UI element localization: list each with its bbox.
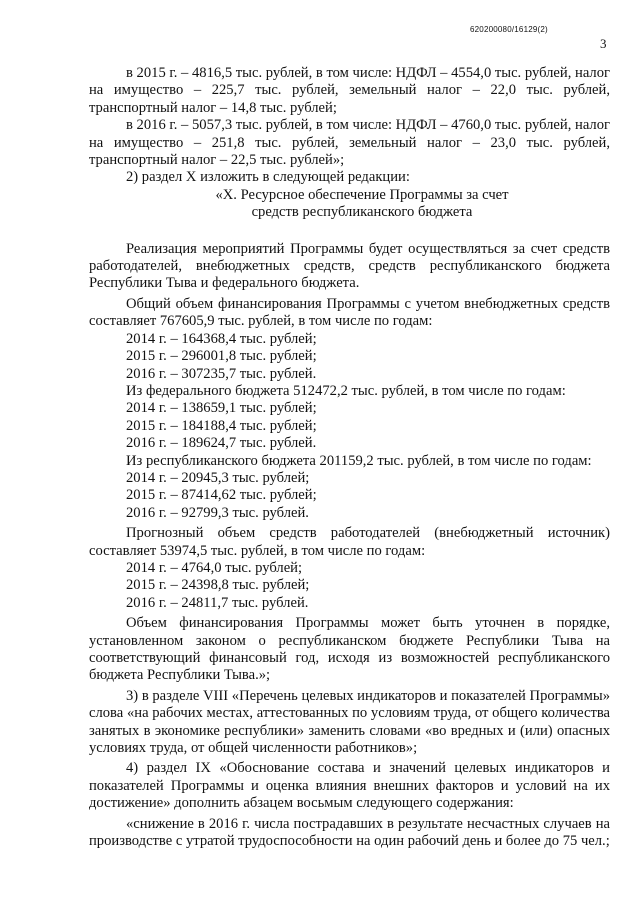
federal-year-2014: 2014 г. – 138659,1 тыс. рублей;: [126, 400, 317, 417]
paragraph-2016-taxes: в 2016 г. – 5057,3 тыс. рублей, в том числе: НДФЛ – 4760,0 тыс. рублей, налог на имущество – 251,8 тыс. рублей, земельный налог – 23,0 тыс. рублей, транспортный налог – 22,5 тыс. рублей»;: [89, 117, 610, 169]
federal-year-2016: 2016 г. – 189624,7 тыс. рублей.: [126, 435, 317, 452]
republic-year-2016: 2016 г. – 92799,3 тыс. рублей.: [126, 504, 309, 521]
paragraph-item-3: 3) в разделе VIII «Перечень целевых индикаторов и показателей Программы» слова «на рабочих местах, аттестованных по условиям труда, от общего количества занятых в экономике республики» заменить словами «во вредных и (или) опасных условиях труда, от общей численности работников»;: [89, 687, 610, 757]
paragraph-intro: Реализация мероприятий Программы будет осуществляться за счет средств работодателей, внебюджетных средств, средств республиканского бюджета Республики Тыва и федерального бюджета.: [89, 240, 610, 292]
paragraph-employer-funds: Прогнозный объем средств работодателей (внебюджетный источник) составляет 53974,5 тыс. рублей, в том числе по годам:: [89, 525, 610, 559]
paragraph-republic-budget: Из республиканского бюджета 201159,2 тыс. рублей, в том числе по годам:: [126, 452, 592, 469]
paragraph-2015-taxes: в 2015 г. – 4816,5 тыс. рублей, в том числе: НДФЛ – 4554,0 тыс. рублей, налог на имущество – 225,7 тыс. рублей, земельный налог – 22,0 тыс. рублей, транспортный налог – 14,8 тыс. рублей;: [89, 65, 610, 116]
republic-year-2014: 2014 г. – 20945,3 тыс. рублей;: [126, 469, 310, 486]
paragraph-item-4: 4) раздел IX «Обоснование состава и значений целевых индикаторов и показателей Программы и оценка влияния внешних факторов и условий на их достижение» дополнить абзацем восьмым следующего содержания:: [89, 760, 610, 812]
paragraph-total-funding: Общий объем финансирования Программы с учетом внебюджетных средств составляет 767605,9 тыс. рублей, в том числе по годам:: [89, 295, 610, 330]
total-year-2015: 2015 г. – 296001,8 тыс. рублей;: [126, 348, 317, 365]
federal-year-2015: 2015 г. – 184188,4 тыс. рублей;: [126, 417, 317, 434]
total-year-2016: 2016 г. – 307235,7 тыс. рублей.: [126, 365, 317, 382]
document-id: 620200080/16129(2): [470, 25, 548, 34]
employers-year-2016: 2016 г. – 24811,7 тыс. рублей.: [126, 594, 309, 611]
section-heading: [89, 187, 610, 222]
employers-year-2014: 2014 г. – 4764,0 тыс. рублей;: [126, 559, 303, 576]
section-heading-line-2: средств республиканского бюджета: [251, 204, 473, 221]
total-year-2014: 2014 г. – 164368,4 тыс. рублей;: [126, 330, 317, 347]
republic-year-2015: 2015 г. – 87414,62 тыс. рублей;: [126, 487, 317, 504]
paragraph-funding-clarification: Объем финансирования Программы может быть уточнен в порядке, установленном законом о республиканском бюджете Республики Тыва на соответствующий финансовый год, исходя из возможностей республиканского бюджета Республики Тыва.»;: [89, 615, 610, 684]
paragraph-federal-budget: Из федерального бюджета 512472,2 тыс. рублей, в том числе по годам:: [126, 382, 566, 399]
section-heading-line-1: «X. Ресурсное обеспечение Программы за счет: [215, 186, 509, 203]
page-number: 3: [600, 36, 607, 51]
paragraph-quote: «снижение в 2016 г. числа пострадавших в результате несчастных случаев на производстве с утратой трудоспособности на один рабочий день и более до 75 чел.;: [89, 815, 610, 850]
document-body: [89, 65, 610, 850]
employers-year-2015: 2015 г. – 24398,8 тыс. рублей;: [126, 577, 310, 594]
paragraph-item-2: 2) раздел X изложить в следующей редакции:: [126, 169, 410, 186]
